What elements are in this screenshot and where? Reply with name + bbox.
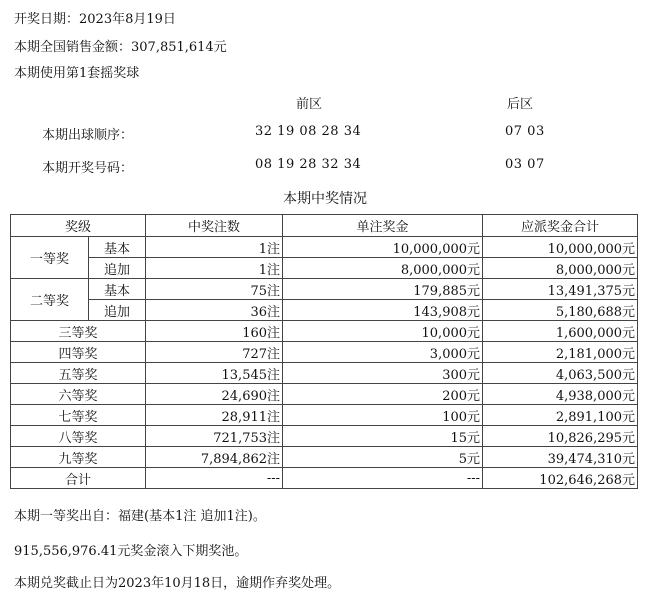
grand-total-cell: 102,646,268元 [483, 468, 638, 489]
total-cell: 39,474,310元 [483, 447, 638, 468]
count-cell: 1注 [146, 258, 283, 279]
table-row [11, 237, 638, 258]
basic-label: 基本 [89, 279, 146, 300]
draw-order-front-numbers: 32 19 08 28 34 [255, 124, 362, 139]
count-cell: --- [146, 468, 283, 489]
count-cell: 75注 [146, 279, 283, 300]
extra-label: 追加 [89, 258, 146, 279]
table-row [11, 300, 638, 321]
first-prize-origin: 本期一等奖出自：福建(基本1注 追加1注)。 [14, 509, 266, 524]
total-cell: 4,063,500元 [483, 363, 638, 384]
header-prize: 单注奖金 [283, 215, 483, 237]
back-zone-header: 后区 [507, 97, 534, 112]
level-cell: 四等奖 [11, 342, 146, 363]
level-cell: 九等奖 [11, 447, 146, 468]
count-cell: 160注 [146, 321, 283, 342]
rollover-note: 915,556,976.41元奖金滚入下期奖池。 [14, 544, 248, 559]
draw-date: 开奖日期：2023年8月19日 [14, 12, 176, 27]
level-cell: 七等奖 [11, 405, 146, 426]
count-cell: 727注 [146, 342, 283, 363]
table-row [11, 258, 638, 279]
header-total: 应派奖金合计 [483, 215, 638, 237]
prize-cell: 143,908元 [283, 300, 483, 321]
table-total-row [11, 468, 638, 489]
prize-table-title: 本期中奖情况 [283, 191, 367, 207]
first-prize-label: 一等奖 [11, 237, 89, 279]
count-cell: 24,690注 [146, 384, 283, 405]
table-row [11, 447, 638, 468]
prize-cell: 5元 [283, 447, 483, 468]
total-cell: 10,000,000元 [483, 237, 638, 258]
prize-cell: 10,000元 [283, 321, 483, 342]
count-cell: 1注 [146, 237, 283, 258]
extra-label: 追加 [89, 300, 146, 321]
table-row [11, 279, 638, 300]
header-level: 奖级 [11, 215, 146, 237]
count-cell: 7,894,862注 [146, 447, 283, 468]
level-cell: 五等奖 [11, 363, 146, 384]
count-cell: 28,911注 [146, 405, 283, 426]
front-zone-header: 前区 [296, 97, 323, 112]
prize-cell: 15元 [283, 426, 483, 447]
level-cell: 八等奖 [11, 426, 146, 447]
winning-front-numbers: 08 19 28 32 34 [255, 157, 362, 172]
prize-cell: --- [283, 468, 483, 489]
header-count: 中奖注数 [146, 215, 283, 237]
prize-table [10, 214, 638, 489]
basic-label: 基本 [89, 237, 146, 258]
sales-amount: 本期全国销售金额：307,851,614元 [14, 40, 227, 55]
total-label: 合计 [11, 468, 146, 489]
count-cell: 36注 [146, 300, 283, 321]
table-row [11, 426, 638, 447]
prize-cell: 200元 [283, 384, 483, 405]
table-row [11, 342, 638, 363]
prize-cell: 10,000,000元 [283, 237, 483, 258]
prize-cell: 100元 [283, 405, 483, 426]
count-cell: 13,545注 [146, 363, 283, 384]
total-cell: 13,491,375元 [483, 279, 638, 300]
total-cell: 4,938,000元 [483, 384, 638, 405]
total-cell: 5,180,688元 [483, 300, 638, 321]
count-cell: 721,753注 [146, 426, 283, 447]
table-row [11, 321, 638, 342]
draw-order-label: 本期出球顺序： [42, 128, 134, 143]
level-cell: 六等奖 [11, 384, 146, 405]
total-cell: 2,181,000元 [483, 342, 638, 363]
total-cell: 10,826,295元 [483, 426, 638, 447]
prize-cell: 3,000元 [283, 342, 483, 363]
winning-back-numbers: 03 07 [505, 157, 545, 172]
ball-set: 本期使用第1套摇奖球 [14, 66, 140, 81]
winning-numbers-label: 本期开奖号码： [42, 161, 134, 176]
prize-cell: 179,885元 [283, 279, 483, 300]
table-row [11, 405, 638, 426]
level-cell: 三等奖 [11, 321, 146, 342]
table-row [11, 363, 638, 384]
claim-deadline: 本期兑奖截止日为2023年10月18日，逾期作弃奖处理。 [14, 576, 341, 591]
table-row [11, 384, 638, 405]
total-cell: 2,891,100元 [483, 405, 638, 426]
total-cell: 8,000,000元 [483, 258, 638, 279]
total-cell: 1,600,000元 [483, 321, 638, 342]
prize-cell: 8,000,000元 [283, 258, 483, 279]
prize-cell: 300元 [283, 363, 483, 384]
table-header-row [11, 215, 638, 237]
second-prize-label: 二等奖 [11, 279, 89, 321]
draw-order-back-numbers: 07 03 [505, 124, 545, 139]
